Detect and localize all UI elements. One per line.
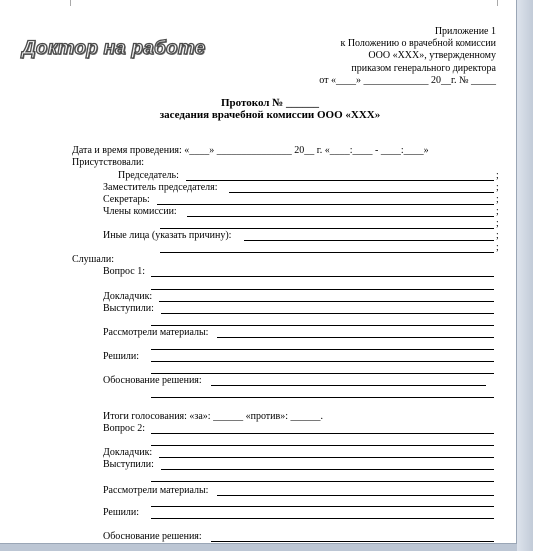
members-semicolon-1: ; xyxy=(496,206,499,217)
question2-line-2 xyxy=(151,445,494,446)
secretary-label: Секретарь: xyxy=(103,194,150,205)
question2-speakers-line-1 xyxy=(161,469,494,470)
members-line-2 xyxy=(160,228,494,229)
question2-decided-label: Решили: xyxy=(103,507,140,518)
horizontal-scrollbar[interactable] xyxy=(0,544,517,551)
members-semicolon-2: ; xyxy=(496,218,499,229)
appendix-line-4: приказом генерального директора xyxy=(351,62,496,74)
question1-materials-label: Рассмотрели материалы: xyxy=(103,327,209,338)
watermark-logo: Доктор на работе xyxy=(22,38,206,59)
secretary-semicolon: ; xyxy=(496,194,499,205)
protocol-title: Протокол № ______ xyxy=(220,97,320,109)
members-label: Члены комиссии: xyxy=(103,206,177,217)
question2-materials-line xyxy=(217,495,494,496)
others-semicolon-2: ; xyxy=(496,242,499,253)
appendix-line-3: ООО «ХХХ», утвержденному xyxy=(368,50,496,62)
question1-speakers-line-1 xyxy=(161,313,494,314)
chairman-label: Председатель: xyxy=(118,170,179,181)
chairman-line xyxy=(186,180,494,181)
appendix-line-5: от «____» _____________ 20__г. № _____ xyxy=(319,74,496,86)
question1-decided-line-1 xyxy=(151,361,494,362)
question2-decided-line-1 xyxy=(151,506,494,507)
question2-justification-label: Обоснование решения: xyxy=(103,531,202,542)
question1-justification-line-2 xyxy=(151,397,494,398)
question2-line-1 xyxy=(151,433,494,434)
question1-speaker-label: Докладчик: xyxy=(103,291,153,302)
chairman-semicolon: ; xyxy=(496,170,499,181)
present-heading: Присутствовали: xyxy=(72,157,145,168)
question1-line-1 xyxy=(151,276,494,277)
question2-label: Вопрос 2: xyxy=(103,423,145,434)
others-line-2 xyxy=(160,252,494,253)
question2-decided-line-2 xyxy=(151,518,494,519)
question1-materials-line-1 xyxy=(217,337,494,338)
appendix-line-2: к Положению о врачебной комиссии xyxy=(340,38,496,50)
protocol-subtitle: заседания врачебной комиссии ООО «ХХХ» xyxy=(159,109,381,121)
others-label: Иные лица (указать причину): xyxy=(103,230,232,241)
question2-speaker-label: Докладчик: xyxy=(103,447,153,458)
secretary-line xyxy=(157,204,494,205)
question1-speakers-label: Выступили: xyxy=(103,303,154,314)
question1-decided-line-2 xyxy=(151,373,494,374)
question2-speakers-line-2 xyxy=(151,481,494,482)
question1-justification-line-1 xyxy=(211,385,486,386)
crop-mark-top-right xyxy=(497,0,506,6)
appendix-line-1: Приложение 1 xyxy=(434,26,496,37)
question1-line-2 xyxy=(151,289,494,290)
crop-mark-top-left xyxy=(62,0,71,6)
vertical-scrollbar[interactable] xyxy=(517,0,533,551)
question2-speakers-label: Выступили: xyxy=(103,459,154,470)
question2-materials-label: Рассмотрели материалы: xyxy=(103,485,209,496)
question1-vote: Итоги голосования: «за»: ______ «против»: ______. xyxy=(103,411,324,422)
question2-justification-line xyxy=(211,541,494,542)
others-line-1 xyxy=(244,240,494,241)
deputy-semicolon: ; xyxy=(496,182,499,193)
heard-heading: Слушали: xyxy=(72,254,115,265)
deputy-label: Заместитель председателя: xyxy=(103,182,218,193)
meeting-date-time: Дата и время проведения: «____» _______________ 20__ г. «____:____ - ____:____» xyxy=(72,145,429,156)
others-semicolon-1: ; xyxy=(496,230,499,241)
question2-speaker-line xyxy=(159,457,494,458)
question1-speaker-line xyxy=(159,301,494,302)
appendix-header xyxy=(319,26,496,87)
question1-materials-line-2 xyxy=(151,349,494,350)
members-line-1 xyxy=(187,216,494,217)
question1-label: Вопрос 1: xyxy=(103,266,145,277)
deputy-line xyxy=(229,192,494,193)
question1-justification-label: Обоснование решения: xyxy=(103,375,202,386)
question1-decided-label: Решили: xyxy=(103,351,140,362)
question1-speakers-line-2 xyxy=(151,325,494,326)
